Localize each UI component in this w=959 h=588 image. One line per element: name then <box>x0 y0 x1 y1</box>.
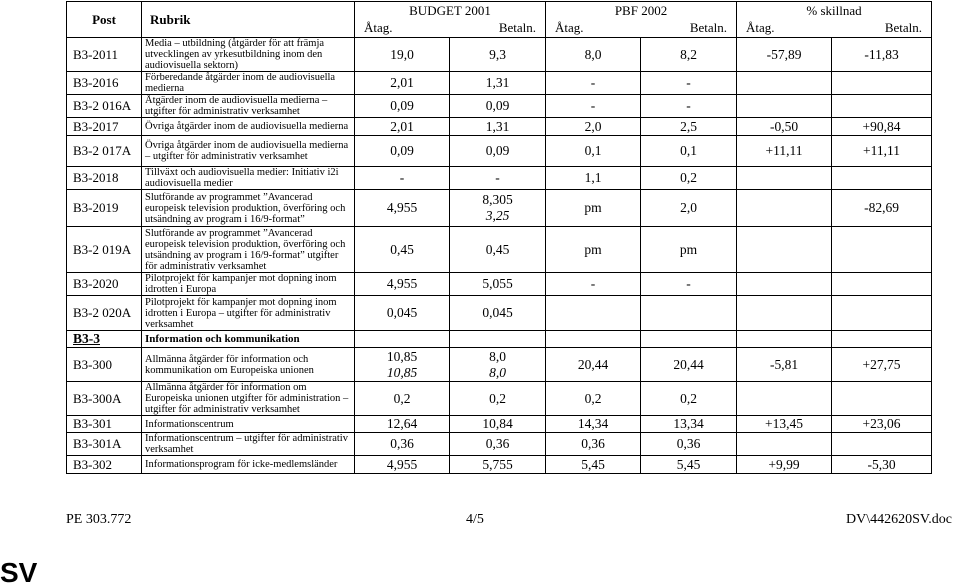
row-value-2: 14,34 <box>546 416 641 433</box>
row-value-5 <box>832 296 932 331</box>
row-value-1: 1,31 <box>450 118 546 136</box>
row-value-4 <box>737 382 832 416</box>
table-row <box>67 456 932 474</box>
row-value-5 <box>832 273 932 296</box>
table-row <box>67 38 932 72</box>
row-value-5: +90,84 <box>832 118 932 136</box>
table-row <box>67 331 932 348</box>
row-rubrik: Allmänna åtgärder för information om Europeiska unionen utgifter för administration – utgifter för administrativ verksamhet <box>142 382 355 416</box>
row-post-code: B3-2011 <box>67 38 142 72</box>
row-value-1 <box>450 190 546 227</box>
header-betaln: Betaln. <box>498 20 537 36</box>
row-value-3: 0,2 <box>641 382 737 416</box>
language-code: SV <box>0 557 52 588</box>
table-row <box>67 136 932 167</box>
row-value-3: 0,36 <box>641 433 737 456</box>
row-post-code: B3-302 <box>67 456 142 474</box>
row-rubrik: Informationsprogram för icke-medlemsländer <box>142 456 355 474</box>
row-value-5 <box>832 331 932 348</box>
row-rubrik: Informationscentrum <box>142 416 355 433</box>
row-rubrik: Allmänna åtgärder för information och kommunikation om Europeiska unionen <box>142 348 355 382</box>
row-post-code: B3-2020 <box>67 273 142 296</box>
budget-table-wrapper <box>66 1 931 474</box>
row-value-0: 2,01 <box>355 72 450 95</box>
row-rubrik: Information och kommunikation <box>142 331 355 348</box>
row-value-4 <box>737 190 832 227</box>
budget-table <box>66 1 932 474</box>
row-value-1: 0,045 <box>450 296 546 331</box>
footer-file-name: DV\442620SV.doc <box>846 512 952 527</box>
row-post-code: B3-2016 <box>67 72 142 95</box>
row-value-5 <box>832 227 932 273</box>
row-post-code: B3-300A <box>67 382 142 416</box>
row-value-1: 0,09 <box>450 95 546 118</box>
table-row <box>67 72 932 95</box>
row-post-code: B3-301A <box>67 433 142 456</box>
row-rubrik: Slutförande av programmet ”Avancerad europeisk television produktion, överföring och utsändning av program i 16/9-format” <box>142 190 355 227</box>
row-value-4 <box>737 296 832 331</box>
row-value-0 <box>355 331 450 348</box>
row-value-1: 0,2 <box>450 382 546 416</box>
table-row <box>67 167 932 190</box>
row-value-1: 0,09 <box>450 136 546 167</box>
row-value-3: 0,1 <box>641 136 737 167</box>
row-rubrik: Pilotprojekt för kampanjer mot dopning inom idrotten i Europa <box>142 273 355 296</box>
row-value-0: 19,0 <box>355 38 450 72</box>
row-value-3: 5,45 <box>641 456 737 474</box>
row-value-secondary: 8,0 <box>489 364 506 380</box>
row-value-0: 4,955 <box>355 456 450 474</box>
row-value-1: 9,3 <box>450 38 546 72</box>
header-change: % skillnad <box>737 2 932 20</box>
header-post: Post <box>67 2 142 38</box>
row-rubrik: Pilotprojekt för kampanjer mot dopning inom idrotten i Europa – utgifter för administrativ verksamhet <box>142 296 355 331</box>
row-value-1: - <box>450 167 546 190</box>
row-value-primary: 8,305 <box>482 192 513 207</box>
row-value-3: 20,44 <box>641 348 737 382</box>
row-value-2: 8,0 <box>546 38 641 72</box>
row-value-5: +27,75 <box>832 348 932 382</box>
header-pbf-2002: PBF 2002 <box>546 2 737 20</box>
row-value-2: 0,1 <box>546 136 641 167</box>
row-value-3: 0,2 <box>641 167 737 190</box>
row-value-4: -5,81 <box>737 348 832 382</box>
row-value-2: - <box>546 72 641 95</box>
row-rubrik: Förberedande åtgärder inom de audiovisuella medierna <box>142 72 355 95</box>
row-value-2: 0,36 <box>546 433 641 456</box>
row-value-3: - <box>641 72 737 95</box>
row-value-0: 0,36 <box>355 433 450 456</box>
budget-table-body <box>67 38 932 474</box>
row-value-0: 0,09 <box>355 95 450 118</box>
row-value-2: 2,0 <box>546 118 641 136</box>
row-value-1: 1,31 <box>450 72 546 95</box>
row-value-4: -57,89 <box>737 38 832 72</box>
header-change-sublabels <box>737 20 932 38</box>
row-value-2: - <box>546 273 641 296</box>
row-value-4 <box>737 331 832 348</box>
row-value-0: 4,955 <box>355 273 450 296</box>
row-value-5 <box>832 72 932 95</box>
row-value-4: +9,99 <box>737 456 832 474</box>
row-value-4 <box>737 227 832 273</box>
row-value-0: 0,09 <box>355 136 450 167</box>
row-post-code: B3-301 <box>67 416 142 433</box>
row-value-3: 13,34 <box>641 416 737 433</box>
row-post-code: B3-3 <box>67 331 142 348</box>
table-row <box>67 416 932 433</box>
row-value-0: 0,045 <box>355 296 450 331</box>
row-value-4 <box>737 95 832 118</box>
header-budget-2001: BUDGET 2001 <box>355 2 546 20</box>
table-row <box>67 190 932 227</box>
table-row <box>67 273 932 296</box>
row-value-1: 5,755 <box>450 456 546 474</box>
header-atag: Åtag. <box>364 20 393 36</box>
row-value-0: 0,45 <box>355 227 450 273</box>
row-value-1: 10,84 <box>450 416 546 433</box>
header-row-1 <box>67 2 932 20</box>
row-value-2 <box>546 296 641 331</box>
row-value-3: - <box>641 95 737 118</box>
row-value-5: +11,11 <box>832 136 932 167</box>
row-value-3 <box>641 331 737 348</box>
row-value-2: 20,44 <box>546 348 641 382</box>
row-value-3: - <box>641 273 737 296</box>
row-value-4 <box>737 273 832 296</box>
row-value-4 <box>737 167 832 190</box>
row-post-code: B3-2018 <box>67 167 142 190</box>
row-value-2 <box>546 331 641 348</box>
row-value-2: - <box>546 95 641 118</box>
row-rubrik: Media – utbildning (åtgärder för att främja utvecklingen av yrkesutbildning inom den audiovisuella sektorn) <box>142 38 355 72</box>
row-rubrik: Tillväxt och audiovisuella medier: Initiativ i2i audiovisuella medier <box>142 167 355 190</box>
row-value-2: 0,2 <box>546 382 641 416</box>
row-value-4: -0,50 <box>737 118 832 136</box>
footer-document-ref: PE 303.772 <box>66 512 132 527</box>
row-value-2: 1,1 <box>546 167 641 190</box>
row-value-0 <box>355 348 450 382</box>
row-value-1 <box>450 331 546 348</box>
row-value-primary: 10,85 <box>386 348 418 364</box>
row-value-5 <box>832 167 932 190</box>
header-pbf-sublabels <box>546 20 737 38</box>
row-post-code: B3-2 017A <box>67 136 142 167</box>
row-rubrik: Slutförande av programmet ”Avancerad europeisk television produktion, överföring och utsändning av program i 16/9-format” utgifter för administrativ verksamhet <box>142 227 355 273</box>
row-value-3: 2,0 <box>641 190 737 227</box>
table-row <box>67 348 932 382</box>
row-value-3: pm <box>641 227 737 273</box>
row-value-0: 0,2 <box>355 382 450 416</box>
row-value-secondary: 3,25 <box>485 208 510 223</box>
row-value-5 <box>832 433 932 456</box>
header-rubrik: Rubrik <box>142 2 355 38</box>
row-post-code: B3-2 016A <box>67 95 142 118</box>
row-value-0: 2,01 <box>355 118 450 136</box>
row-rubrik: Övriga åtgärder inom de audiovisuella medierna <box>142 118 355 136</box>
row-value-4: +11,11 <box>737 136 832 167</box>
row-value-4: +13,45 <box>737 416 832 433</box>
footer-page-number: 4/5 <box>466 512 484 527</box>
header-atag: Åtag. <box>746 20 775 36</box>
row-post-code: B3-2017 <box>67 118 142 136</box>
row-rubrik: Åtgärder inom de audiovisuella medierna – utgifter för administrativ verksamhet <box>142 95 355 118</box>
table-row <box>67 95 932 118</box>
row-value-1: 0,36 <box>450 433 546 456</box>
row-value-2: 5,45 <box>546 456 641 474</box>
header-betaln: Betaln. <box>689 20 728 36</box>
row-rubrik: Informationscentrum – utgifter för administrativ verksamhet <box>142 433 355 456</box>
row-value-0: - <box>355 167 450 190</box>
row-value-5 <box>832 95 932 118</box>
row-value-0: 12,64 <box>355 416 450 433</box>
row-value-3 <box>641 296 737 331</box>
table-row <box>67 227 932 273</box>
row-post-code: B3-2 019A <box>67 227 142 273</box>
table-row <box>67 296 932 331</box>
header-betaln: Betaln. <box>884 20 923 36</box>
table-row <box>67 433 932 456</box>
row-value-4 <box>737 433 832 456</box>
row-value-0: 4,955 <box>355 190 450 227</box>
row-post-code: B3-300 <box>67 348 142 382</box>
row-value-3: 2,5 <box>641 118 737 136</box>
row-value-5: +23,06 <box>832 416 932 433</box>
row-post-code: B3-2019 <box>67 190 142 227</box>
row-value-5: -11,83 <box>832 38 932 72</box>
row-value-2: pm <box>546 227 641 273</box>
row-value-5 <box>832 382 932 416</box>
table-row <box>67 118 932 136</box>
row-value-primary: 8,0 <box>489 348 506 364</box>
header-atag: Åtag. <box>555 20 584 36</box>
row-rubrik: Övriga åtgärder inom de audiovisuella medierna – utgifter för administrativ verksamhet <box>142 136 355 167</box>
row-value-5: -5,30 <box>832 456 932 474</box>
table-row <box>67 382 932 416</box>
row-value-3: 8,2 <box>641 38 737 72</box>
header-budget-sublabels <box>355 20 546 38</box>
row-value-1 <box>450 348 546 382</box>
row-value-5: -82,69 <box>832 190 932 227</box>
row-value-2: pm <box>546 190 641 227</box>
row-value-4 <box>737 72 832 95</box>
row-value-1: 0,45 <box>450 227 546 273</box>
row-value-secondary: 10,85 <box>386 364 418 380</box>
row-post-code: B3-2 020A <box>67 296 142 331</box>
row-value-1: 5,055 <box>450 273 546 296</box>
